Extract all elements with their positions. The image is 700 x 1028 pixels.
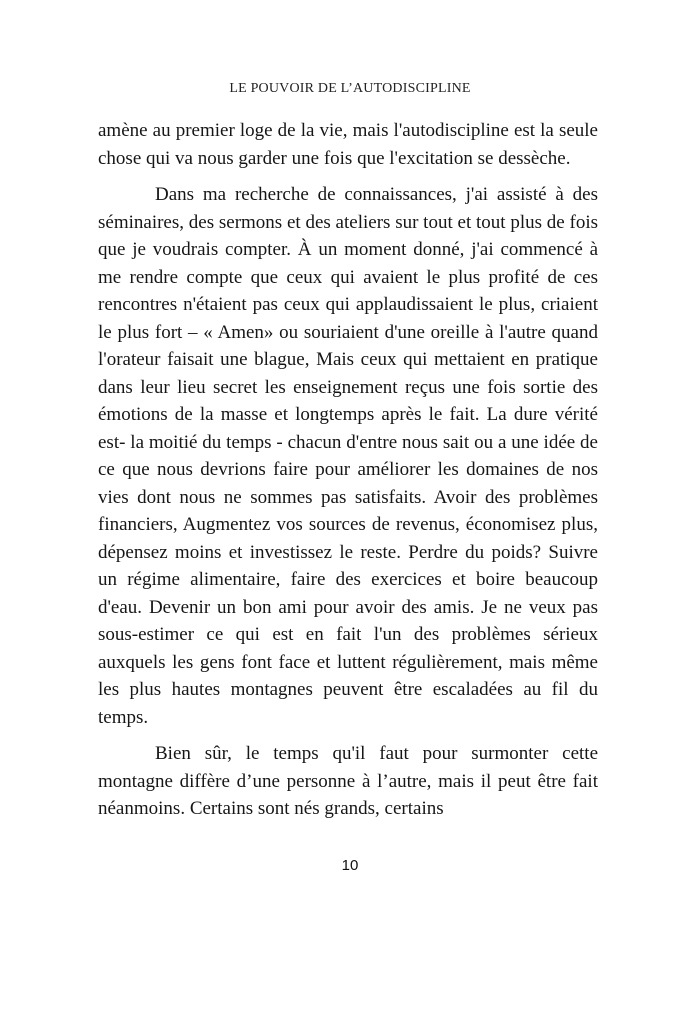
running-header: LE POUVOIR DE L’AUTODISCIPLINE: [229, 81, 471, 96]
paragraph-mountain: Bien sûr, le temps qu'il faut pour surmonter cette montagne diffère d’une personne à l’autre, mais il peut être fait néanmoins. Certains sont nés grands, certains: [98, 743, 598, 819]
page-number: 10: [341, 857, 359, 874]
paragraph-knowledge-search: Dans ma recherche de connaissances, j'ai assisté à des séminaires, des sermons et des ateliers sur tout et tout plus de fois que je voudrais compter. À un moment donné, j'ai commencé à me rendre compte que ceux qui avaient le plus profité de ces rencontres n'étaient pas ceux qui applaudissaient le plus, criaient le plus fort – « Amen» ou souriaient d'une oreille à l'autre quand l'orateur faisait une blague, Mais ceux qui mettaient en pratique dans leur lieu secret les enseignement reçus une fois sortie des émotions de la masse et longtemps après le fait. La dure vérité est- la moitié du temps - chacun d'entre nous sait ou a une idée de ce que nous devrions faire pour améliorer les domaines de nos vies dont nous ne sommes pas satisfaits. Avoir des problèmes financiers, Augmentez vos sources de revenus, économisez plus, dépensez moins et investissez le reste. Perdre du poids? Suivre un régime alimentaire, faire des exercices et boire beaucoup d'eau. Devenir un bon ami pour avoir des amis. Je ne veux pas sous-estimer ce qui est en fait l'un des problèmes sérieux auxquels les gens font face et luttent régulièrement, mais même les plus hautes montagnes peuvent être escaladées au fil du temps.: [98, 184, 598, 728]
paragraph-continuation: amène au premier loge de la vie, mais l'autodiscipline est la seule chose qui va nous garder une fois que l'excitation se dessèche.: [98, 120, 598, 169]
body-text: [98, 117, 598, 823]
